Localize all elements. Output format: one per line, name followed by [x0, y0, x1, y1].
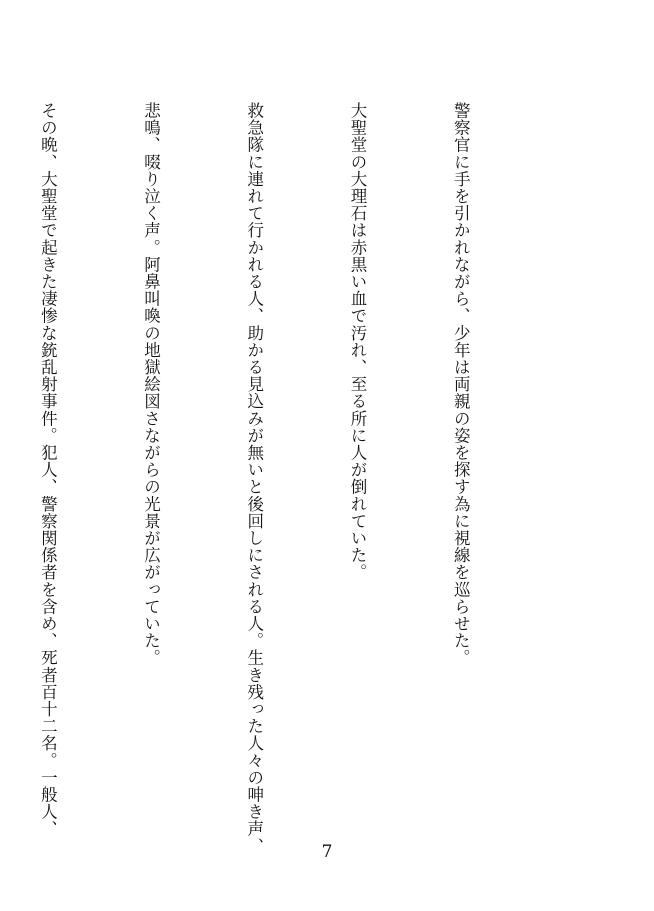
text-line: 大聖堂の大理石は赤黒い血で汚れ、至る所に人が倒れていた。 [347, 102, 367, 581]
text-line: 悲鳴、啜り泣く声。阿鼻叫喚の地獄絵図さながらの光景が広がっていた。 [141, 102, 161, 667]
text-line: その晩、大聖堂で起きた凄惨な銃乱射事件。犯人、警察関係者を含め、死者百十二名。一般人、 [38, 102, 58, 838]
page-number: 7 [321, 842, 333, 862]
vertical-text-body [0, 102, 546, 855]
text-line: 警察官に手を引かれながら、少年は両親の姿を探す為に視線を巡らせた。 [451, 102, 471, 667]
text-line: 救急隊に連れて行かれる人、助かる見込みが無いと後回しにされる人。生き残った人々の呻き声、 [244, 102, 264, 855]
